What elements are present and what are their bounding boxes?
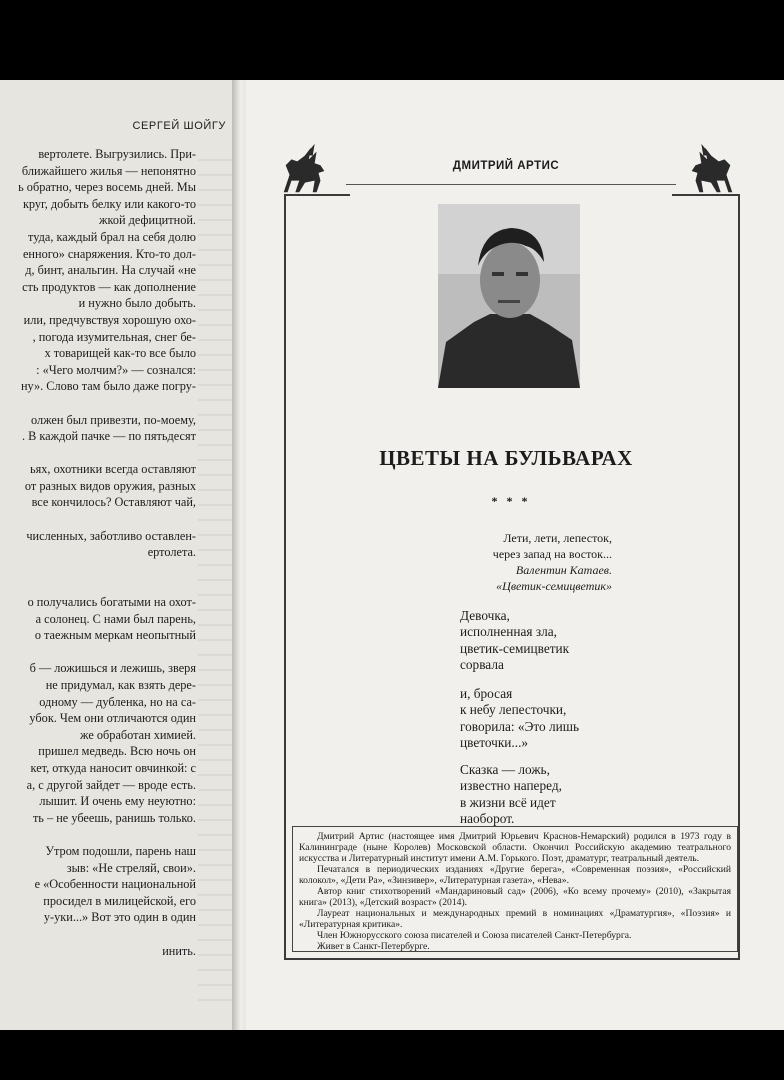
left-page-line: туда, каждый брал на себя долю	[28, 229, 196, 244]
poem-line: говорила: «Это лишь	[460, 718, 580, 734]
right-page	[246, 80, 784, 1030]
bio-paragraph: Автор книг стихотворений «Мандариновый сад» (2006), «Ко всему прочему» (2010), «Закрытая книга» (2013), «Детский возраст» (2014).	[299, 886, 731, 908]
epigraph-line: Лети, лети, лепесток,	[503, 531, 612, 545]
poem-line: и, бросая	[460, 686, 513, 701]
epigraph-line: через запад на восток...	[492, 547, 612, 561]
left-page-line	[0, 577, 196, 594]
left-page-line: ть – не убеешь, ранишь только.	[32, 810, 196, 825]
left-page-line: о получались богатыми на охот-	[27, 595, 196, 610]
left-facing-page	[0, 80, 238, 1030]
left-page-line: лышит. И очень ему неуютно:	[39, 794, 196, 809]
left-page-line: ближайшего жилья — непонятно	[21, 163, 196, 178]
poem-line: Сказка — ложь,	[460, 762, 550, 777]
left-page-line: же обработан химией.	[80, 727, 196, 742]
left-page-line: сть продуктов — как дополнение	[22, 279, 196, 294]
left-page-line: а, с другой зайдет — вроде есть.	[26, 777, 196, 792]
left-page-line: б — ложишься и лежишь, зверя	[29, 661, 196, 676]
poem-line: Девочка,	[460, 608, 510, 623]
bio-paragraph: Лауреат национальных и международных премий в номинациях «Драматургия», «Поэзия» и «Литературная критика».	[299, 908, 731, 930]
poem-line: к небу лепесточки,	[460, 702, 567, 718]
left-page-text	[0, 146, 196, 959]
bio-paragraph: Живет в Санкт-Петербурге.	[317, 941, 430, 952]
poem-line: в жизни всё идет	[460, 794, 556, 810]
left-page-line: численных, заботливо оставлен-	[26, 528, 196, 543]
left-page-line: а солонец. С нами был парень,	[35, 611, 196, 626]
left-page-line: ь обратно, через восемь дней. Мы	[18, 180, 196, 195]
poem-line: наоборот.	[460, 811, 515, 827]
left-page-line: олжен был привезти, по-моему,	[30, 412, 196, 427]
left-page-line: и нужно было добыть.	[78, 296, 196, 311]
poem-line: цветик-семицветик	[460, 640, 570, 656]
left-page-line: круг, добыть белку или какого-то	[22, 196, 196, 211]
left-page-line: жкой дефицитной.	[99, 213, 196, 228]
left-page-line: кет, откуда наносит овчинкой: с	[30, 760, 196, 775]
left-page-line: у-уки...» Вот это один в один	[43, 910, 196, 925]
left-page-line	[0, 445, 196, 462]
pegasus-icon	[682, 142, 740, 200]
poem-stanza	[460, 762, 562, 828]
epigraph	[493, 530, 612, 594]
left-page-line: или, предчувствуя хорошую охо-	[23, 312, 196, 327]
left-page-line: . В каждой пачке — по пятьдесят	[21, 429, 196, 444]
left-page-line	[0, 926, 196, 943]
left-page-line: одному — дубленка, но на са-	[39, 694, 196, 709]
left-page-line: о таежным меркам неопытный	[34, 628, 196, 643]
left-page-line: пришел медведь. Всю ночь он	[38, 744, 196, 759]
author-biography	[292, 826, 738, 952]
pegasus-icon	[276, 142, 334, 200]
section-separator: * * *	[491, 494, 531, 508]
epigraph-source: «Цветик-семицветик»	[496, 579, 612, 593]
left-page-line: е «Особенности национальной	[34, 877, 196, 892]
header-rule	[346, 184, 676, 185]
poem-cycle-title: ЦВЕТЫ НА БУЛЬВАРАХ	[379, 446, 633, 470]
left-page-line	[0, 561, 196, 578]
left-page-line	[0, 644, 196, 661]
bio-paragraph: Член Южнорусского союза писателей и Союза писателей Санкт-Петербурга.	[317, 930, 632, 941]
left-page-line: енного» снаряжения. Кто-то дол-	[22, 246, 196, 261]
author-photo	[438, 204, 580, 388]
left-page-line: х товарищей как-то все было	[44, 346, 196, 361]
left-page-line: : «Чего молчим?» — сознался:	[36, 362, 196, 377]
left-page-line: д, бинт, анальгин. На случай «не	[25, 263, 196, 278]
left-page-line: , погода изумительная, снег бе-	[32, 329, 196, 344]
left-page-line: не придумал, как взять дере-	[45, 678, 196, 692]
poem-line: сорвала	[460, 657, 504, 673]
left-page-line: убок. Чем они отличаются один	[29, 711, 196, 726]
left-page-line: вертолете. Выгрузились. При-	[38, 147, 196, 161]
poem-stanza	[460, 686, 579, 752]
left-page-line: ьях, охотники всегда оставляют	[30, 462, 196, 477]
bio-paragraph: Печатался в периодических изданиях «Другие берега», «Современная поэзия», «Российский колокол», «Дети Ра», «Зинзивер», «Литературная газета», «Нева».	[299, 864, 731, 886]
left-page-line: от разных видов оружия, разных	[24, 478, 196, 493]
left-page-line: инить.	[162, 943, 196, 958]
poem-stanza	[460, 608, 569, 674]
poem-line: исполненная зла,	[460, 624, 557, 640]
poem-line: цветочки...»	[460, 735, 529, 751]
left-page-line	[0, 395, 196, 412]
poem-line: известно наперед,	[460, 778, 562, 794]
book-gutter	[232, 80, 246, 1030]
left-page-header: СЕРГЕЙ ШОЙГУ	[132, 120, 226, 132]
left-page-line: ертолета.	[147, 545, 196, 560]
epigraph-author: Валентин Катаев.	[515, 563, 612, 577]
author-name-header: ДМИТРИЙ АРТИС	[452, 160, 560, 172]
left-page-line	[0, 826, 196, 843]
left-page-line: просидел в милицейской, его	[43, 893, 196, 908]
left-page-line	[0, 511, 196, 528]
left-page-line: все кончилось? Оставляют чай,	[31, 495, 196, 510]
left-page-line: зыв: «Не стреляй, свои».	[66, 860, 196, 875]
left-page-line: ну». Слово там было даже погру-	[20, 379, 196, 394]
left-page-line: Утром подошли, парень наш	[45, 843, 196, 858]
bio-paragraph: Дмитрий Артис (настоящее имя Дмитрий Юрьевич Краснов-Немарский) родился в 1973 году в Калининграде (ныне Королев) Московской области. Окончил Российскую академию театрального искусства и Литературный институт имени А.М. Горького. Поэт, драматург, театральный деятель.	[299, 831, 731, 864]
